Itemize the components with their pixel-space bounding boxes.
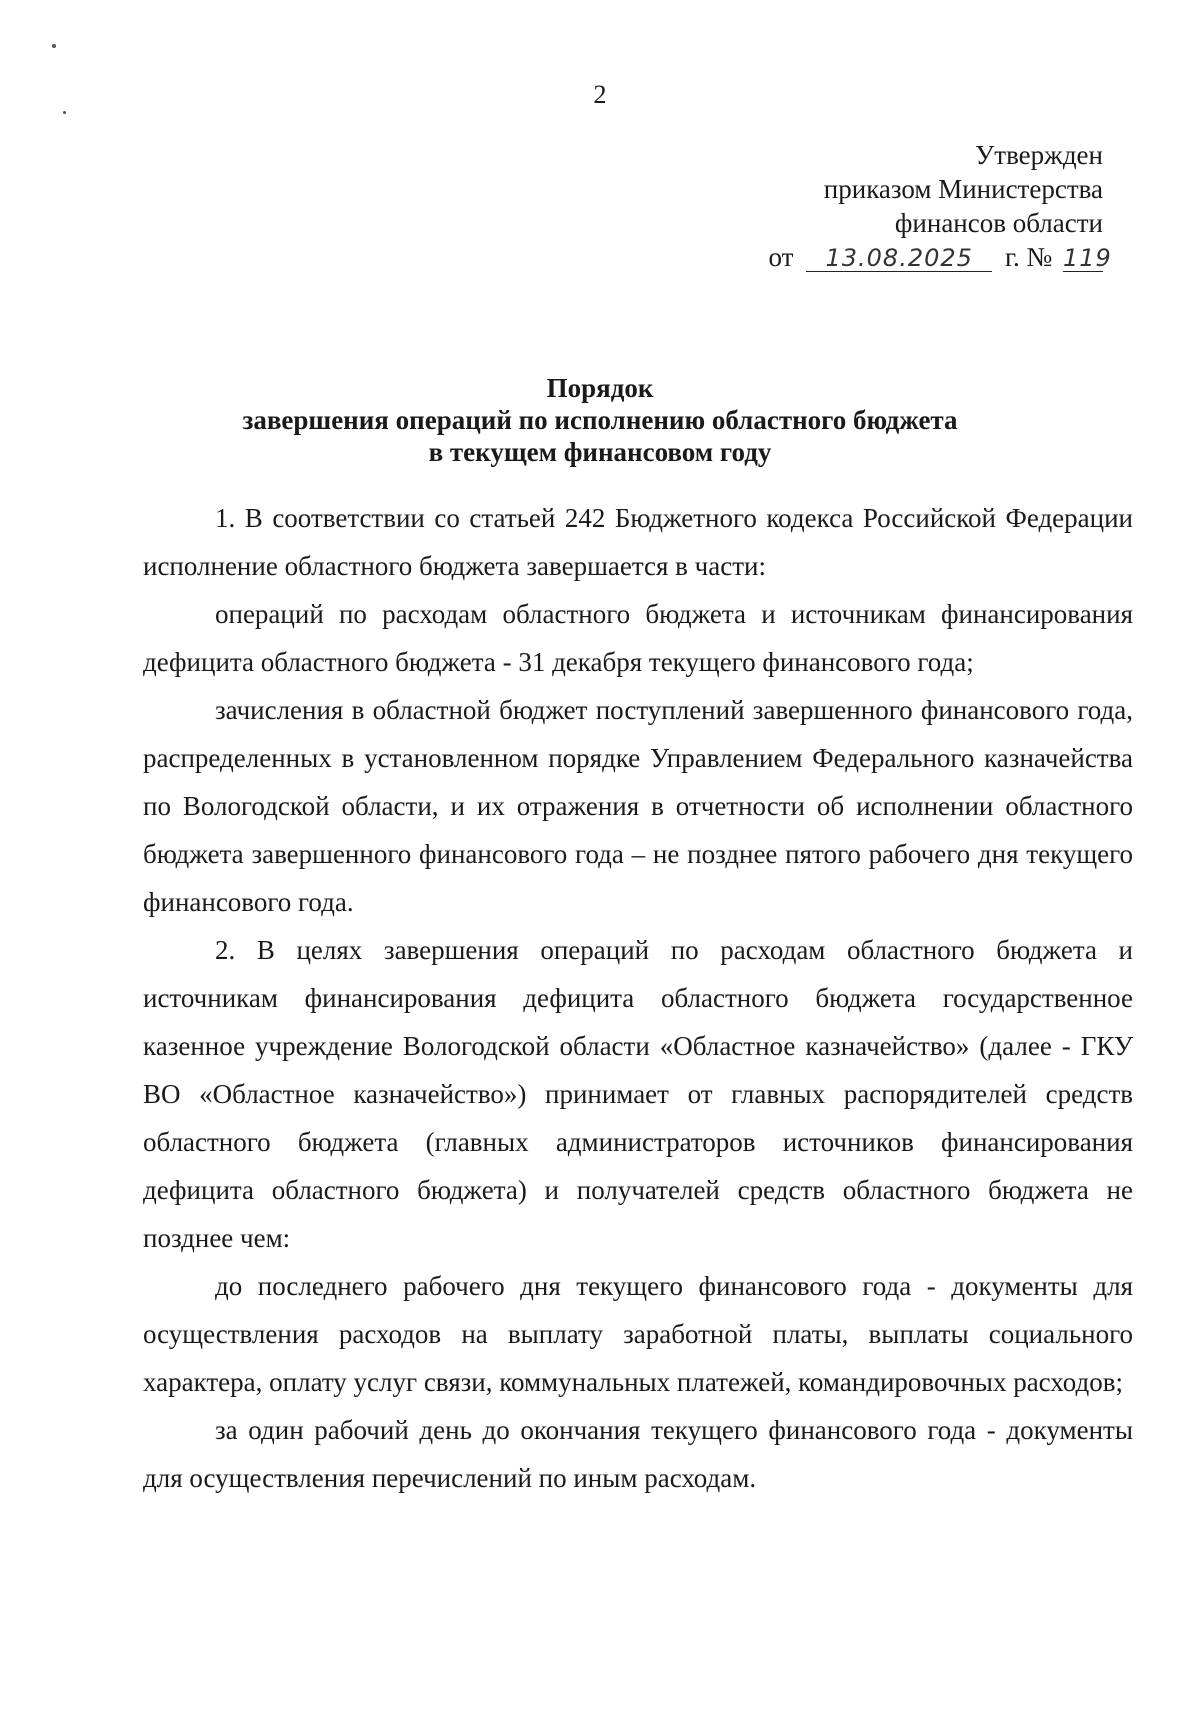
paragraph: до последнего рабочего дня текущего финансового года - документы для осуществления расходов на выплату заработной платы, выплаты социального характера, оплату услуг связи, коммунальных платежей, командировочных расходов; [143,1271,1133,1397]
paragraph: за один рабочий день до окончания текущего финансового года - документы для осуществления перечислений по иным расходам. [143,1415,1133,1493]
title-line: Порядок [546,373,654,403]
scan-speck [52,44,56,48]
handwritten-date [806,244,992,272]
handwritten-date-text: 13.08.2025 [825,244,973,272]
date-prefix: от [768,242,794,272]
page-number: 2 [593,80,607,109]
approval-line: приказом Министерства [823,174,1103,204]
scan-speck [63,111,66,114]
document-body [143,494,1133,1502]
paragraph: зачисления в областной бюджет поступлений завершенного финансового года, распределенных в установленном порядке Управлением Федерального казначейства по Вологодской области, и их отражения в отчетности об исполнении областного бюджета завершенного финансового года – не позднее пятого рабочего дня текущего финансового года. [143,695,1133,917]
document-title [0,372,1200,468]
paragraph: 1. В соответствии со статьей 242 Бюджетного кодекса Российской Федерации исполнение областного бюджета завершается в части: [143,503,1133,581]
approval-line: финансов области [894,208,1103,238]
paragraph: 2. В целях завершения операций по расходам областного бюджета и источникам финансирования дефицита областного бюджета государственное казенное учреждение Вологодской области «Областное казначейство» (далее - ГКУ ВО «Областное казначейство») принимает от главных распорядителей средств областного бюджета (главных администраторов источников финансирования дефицита областного бюджета) и получателей средств областного бюджета не позднее чем: [143,935,1133,1253]
year-number-label: г. № [1004,242,1053,272]
approval-line: Утвержден [975,140,1103,170]
handwritten-number [1063,244,1112,272]
approval-date-row [768,240,1112,274]
handwritten-number-text: 119 [1063,244,1112,272]
paragraph: операций по расходам областного бюджета и источникам финансирования дефицита областного бюджета - 31 декабря текущего финансового года; [143,599,1133,677]
approval-block [768,138,1112,274]
title-line: в текущем финансовом году [428,437,772,467]
title-line: завершения операций по исполнению областного бюджета [242,405,958,435]
